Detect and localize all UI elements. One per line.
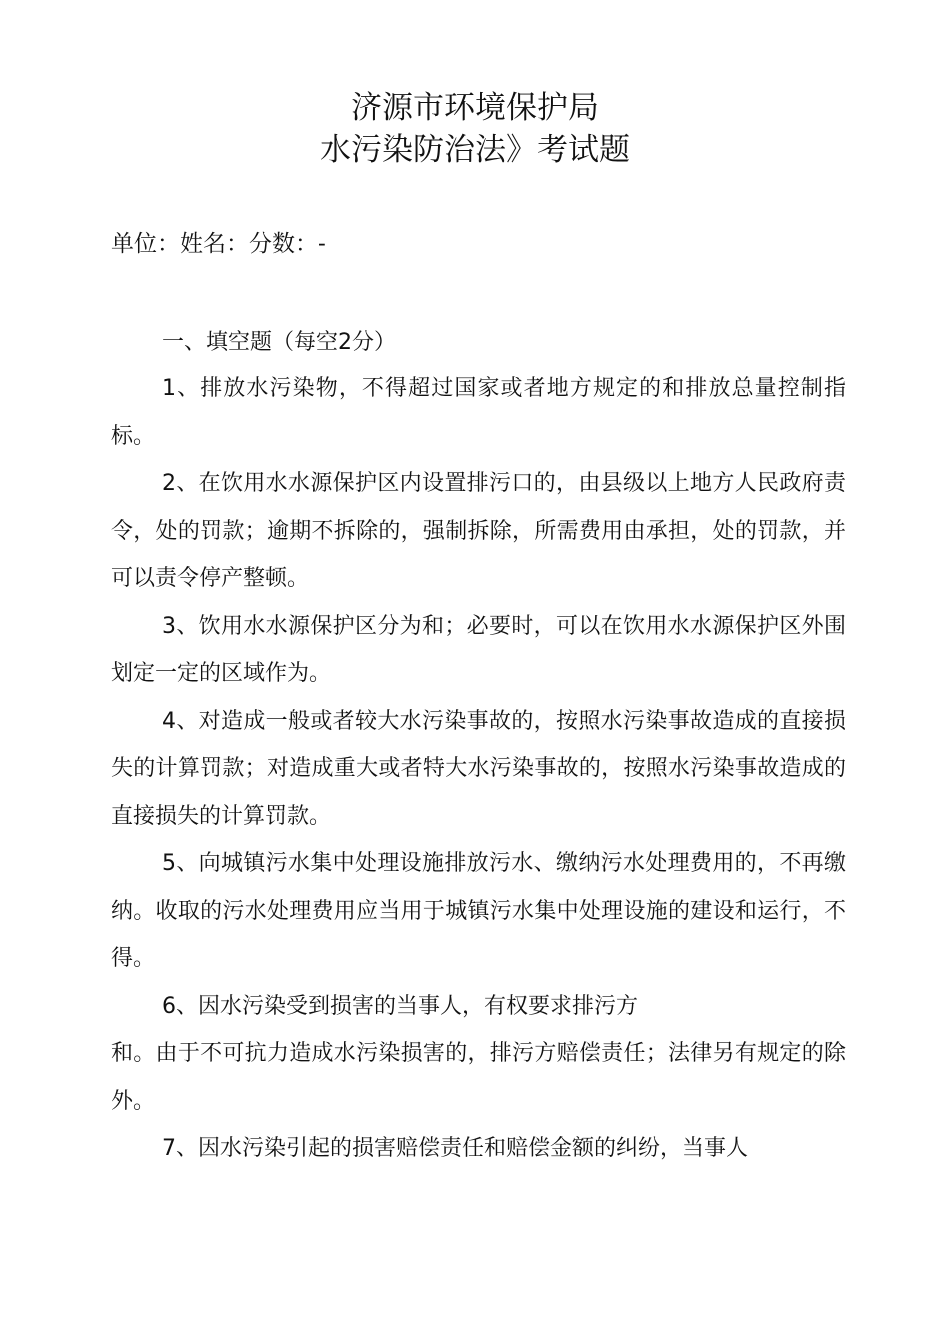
question-text-continued: 和。由于不可抗力造成水污染损害的，排污方赔偿责任；法律另有规定的除外。 (111, 1041, 846, 1114)
question-text: 、在饮用水水源保护区内设置排污口的，由县级以上地方人民政府责令，处的罚款；逾期不拆除的，强制拆除，所需费用由承担，处的罚款，并可以责令停产整顿。 (111, 471, 846, 591)
question-5 (111, 840, 846, 983)
exam-info-line: 单位：姓名：分数：- (111, 231, 326, 257)
question-6-first-line (111, 983, 846, 1031)
question-text: 、因水污染受到损害的当事人，有权要求排污方 (176, 993, 639, 1019)
question-number: 7 (162, 1136, 176, 1161)
question-6 (111, 983, 846, 1126)
question-text: 、因水污染引起的损害赔偿责任和赔偿金额的纠纷，当事人 (176, 1136, 749, 1161)
document-title-line2: 水污染防治法》考试题 (320, 132, 630, 168)
section-title: 一、填空题（每空2分） (162, 330, 396, 355)
question-number: 6 (162, 993, 176, 1019)
question-number: 2 (162, 471, 176, 496)
question-1 (111, 365, 846, 460)
question-number: 4 (162, 708, 176, 734)
question-2 (111, 460, 846, 603)
document-title-line1: 济源市环境保护局 (351, 90, 599, 126)
question-number: 3 (162, 613, 176, 639)
question-7 (111, 1125, 846, 1173)
question-3 (111, 603, 846, 698)
question-4 (111, 698, 846, 841)
question-number: 5 (162, 851, 176, 876)
question-number: 1 (162, 376, 176, 401)
question-text: 、饮用水水源保护区分为和；必要时，可以在饮用水水源保护区外围划定一定的区域作为。 (111, 613, 846, 686)
question-list (111, 365, 846, 1173)
question-text: 、对造成一般或者较大水污染事故的，按照水污染事故造成的直接损失的计算罚款；对造成重大或者特大水污染事故的，按照水污染事故造成的直接损失的计算罚款。 (111, 708, 846, 829)
question-text: 、排放水污染物，不得超过国家或者地方规定的和排放总量控制指标。 (111, 376, 846, 449)
question-text: 、向城镇污水集中处理设施排放污水、缴纳污水处理费用的，不再缴纳。收取的污水处理费用应当用于城镇污水集中处理设施的建设和运行，不得。 (111, 851, 846, 971)
